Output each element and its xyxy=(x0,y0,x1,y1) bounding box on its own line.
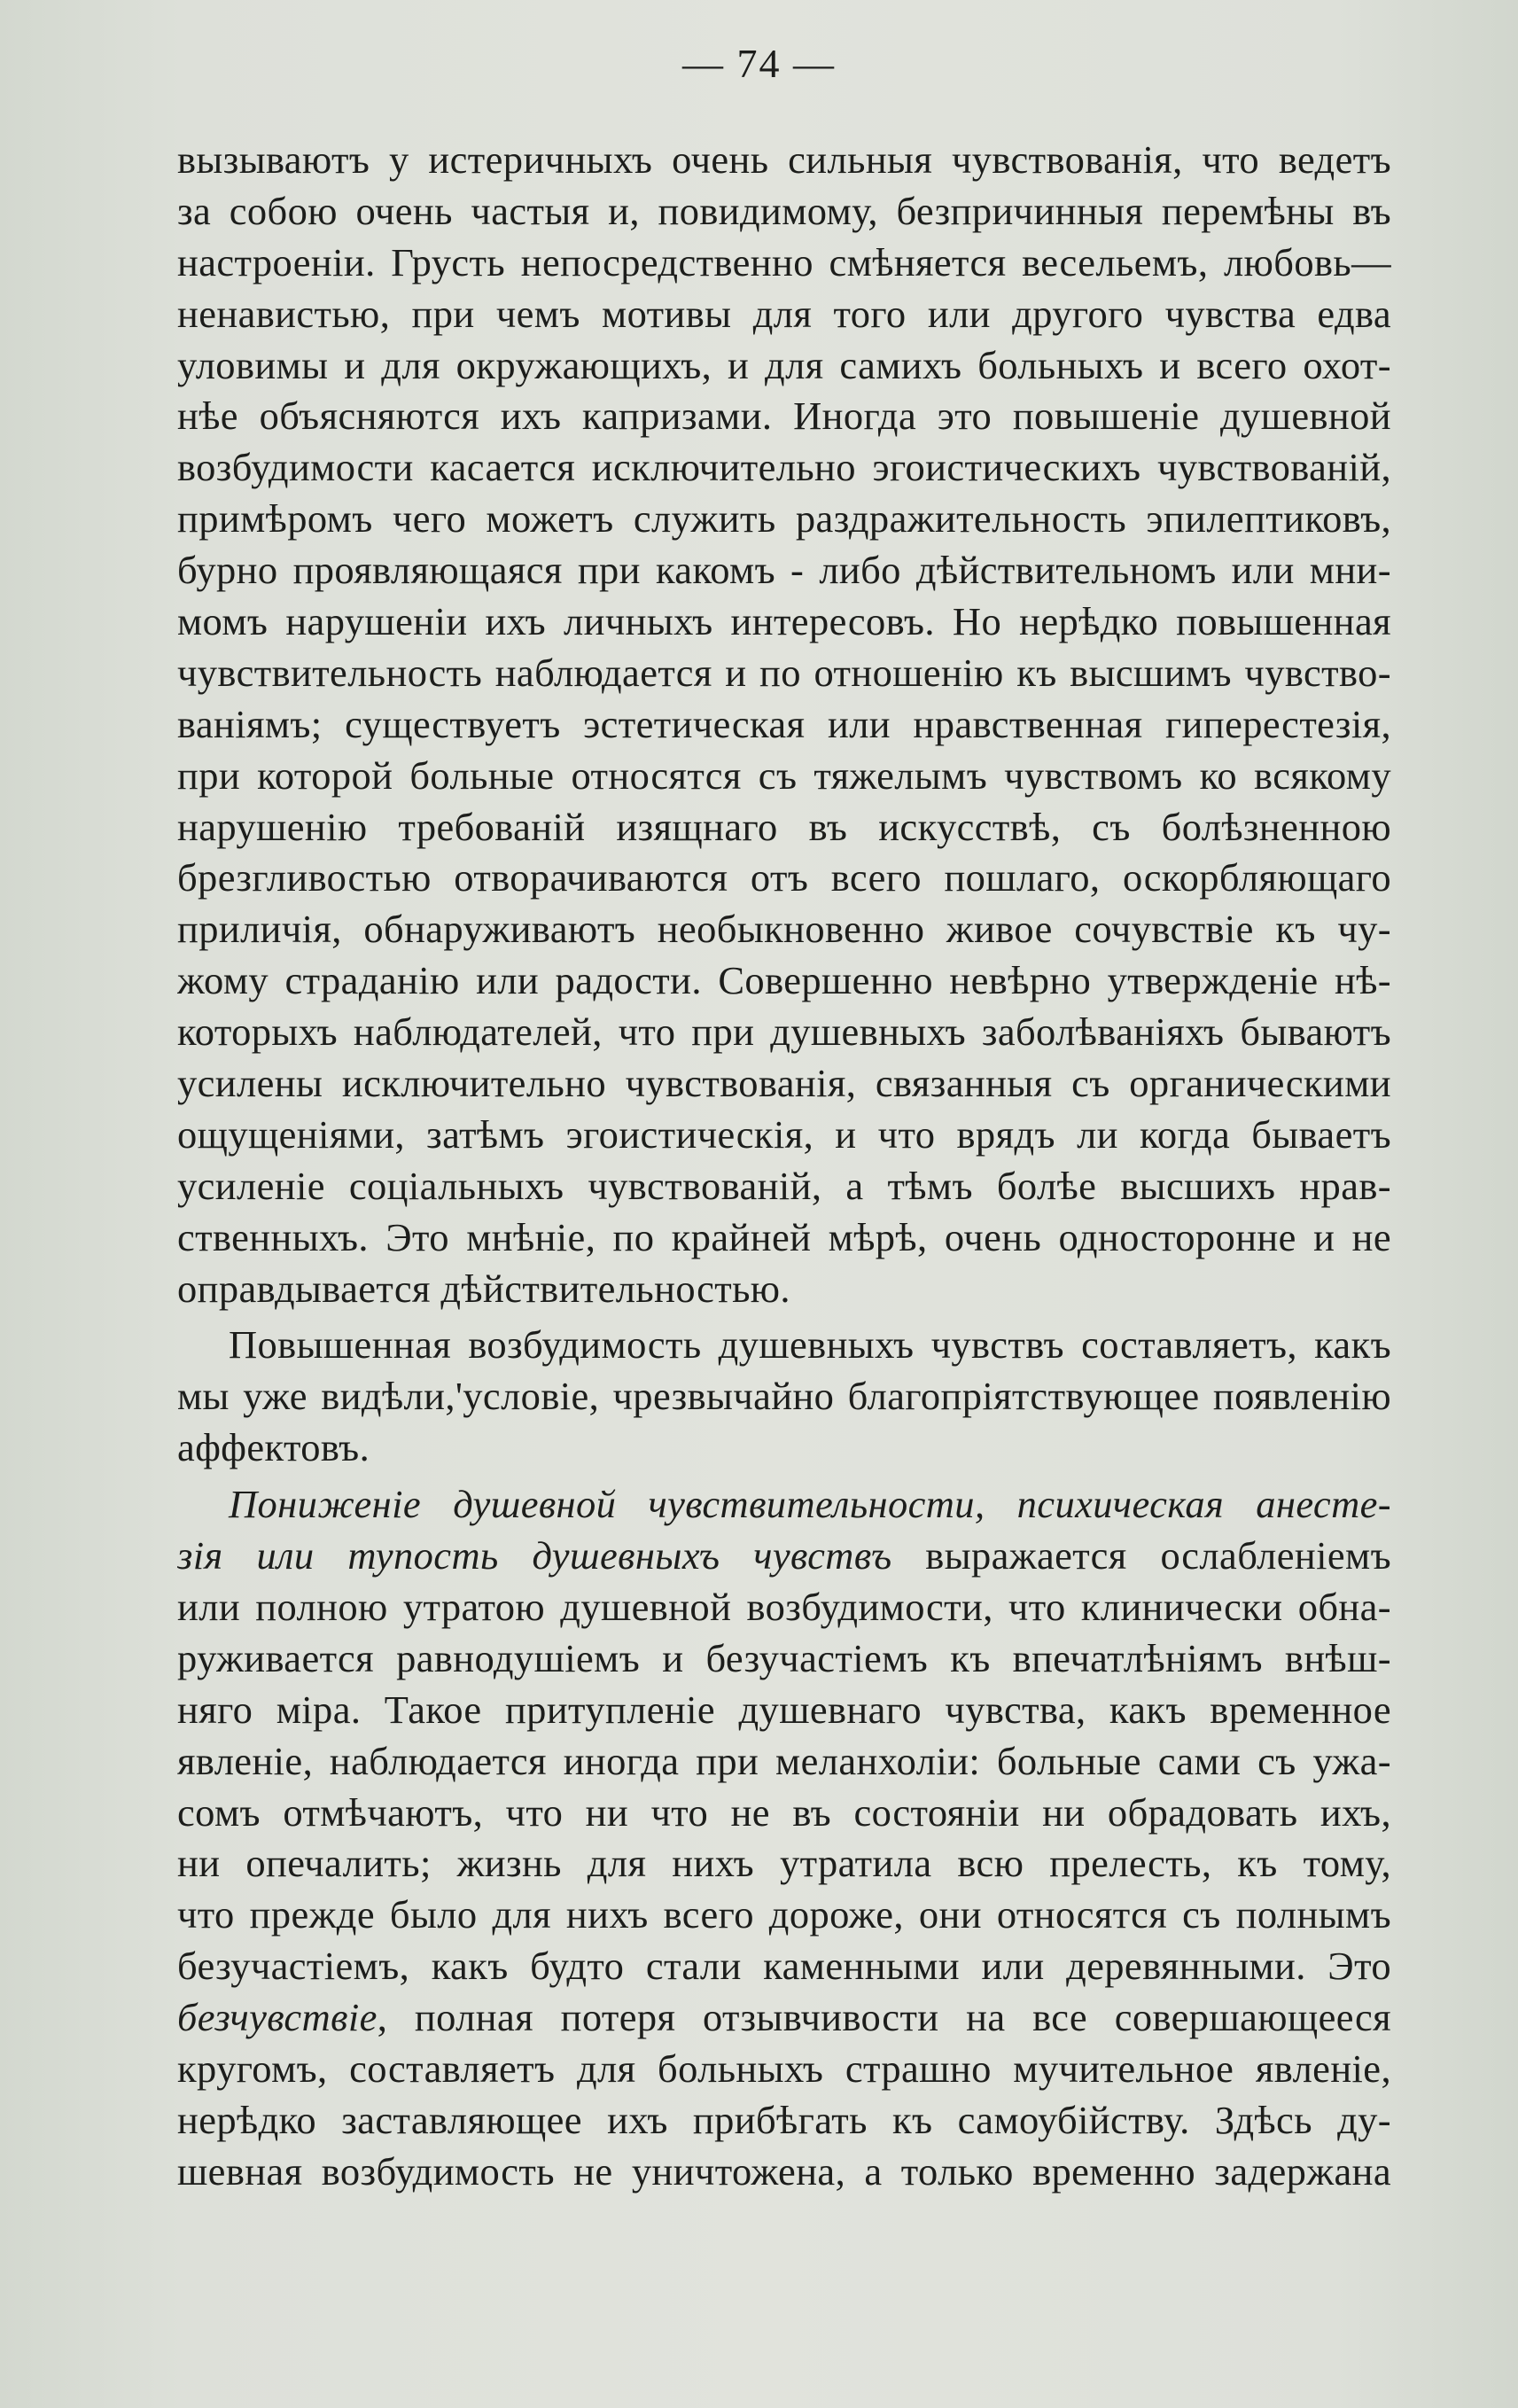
text-line: что прежде было для нихъ всего дороже, они относятся съ полнымъ xyxy=(177,1892,1391,1937)
paragraph-3 xyxy=(177,1479,1391,2197)
italic-heading-line: Пониженіе душевной чувствительности, психическая анесте- xyxy=(229,1482,1391,1527)
text-line: бурно проявляющаяся при какомъ - либо дѣйствительномъ или мни- xyxy=(177,548,1391,593)
text-line: приличія, обнаруживаютъ необыкновенно живое сочувствіе къ чу- xyxy=(177,907,1391,952)
text-line: няго міра. Такое притупленіе душевнаго чувства, какъ временное xyxy=(177,1687,1391,1732)
italic-term: безчувствіе xyxy=(177,1995,378,2040)
text-line xyxy=(177,1531,1391,1582)
text-line: усилены исключительно чувствованія, связанныя съ органическими xyxy=(177,1061,1391,1106)
page-number: — 74 — xyxy=(682,41,836,86)
text-line: ственныхъ. Это мнѣніе, по крайней мѣрѣ, очень односторонне и не xyxy=(177,1214,1391,1259)
text-line: примѣромъ чего можетъ служить раздражительность эпилептиковъ, xyxy=(177,496,1391,542)
italic-term: зія или тупость душевныхъ чувствъ xyxy=(177,1533,892,1578)
text-line: мы уже видѣли,'условіе, чрезвычайно благопріятствующее появленію xyxy=(177,1374,1391,1419)
text-line: безучастіемъ, какъ будто стали каменными или деревянными. Это xyxy=(177,1944,1391,1989)
text-line: настроеніи. Грусть непосредственно смѣняется весельемъ, любовь— xyxy=(177,239,1391,284)
text-line: оправдывается дѣйствительностью. xyxy=(177,1266,790,1311)
text-line: нарушенію требованій изящнаго въ искусствѣ, съ болѣзненною xyxy=(177,804,1391,849)
text-line: ненавистью, при чемъ мотивы для того или другого чувства едва xyxy=(177,291,1391,336)
paragraph-2 xyxy=(177,1320,1391,1474)
text-line: которыхъ наблюдателей, что при душевныхъ заболѣваніяхъ бываютъ xyxy=(177,1009,1391,1055)
text-line: брезгливостью отворачиваются отъ всего пошлаго, оскорбляющаго xyxy=(177,855,1391,900)
text-line: момъ нарушеніи ихъ личныхъ интересовъ. Но нерѣдко повышенная xyxy=(177,599,1391,644)
text-line: ощущеніями, затѣмъ эгоистическія, и что врядъ ли когда бываетъ xyxy=(177,1111,1391,1157)
text-line: жому страданію или радости. Совершенно невѣрно утвержденіе нѣ- xyxy=(177,958,1391,1003)
text-line: ни опечалить; жизнь для нихъ утратила всю прелесть, къ тому, xyxy=(177,1841,1391,1886)
body-text xyxy=(177,135,1391,2198)
text-line: ваніямъ; существуетъ эстетическая или нравственная гиперестезія, xyxy=(177,701,1391,746)
text-line: явленіе, наблюдается иногда при меланхоліи: больные сами съ ужа- xyxy=(177,1738,1391,1783)
text-line: вызываютъ у истеричныхъ очень сильныя чувствованія, что ведетъ xyxy=(177,137,1391,182)
text-fragment: выражается ослабленіемъ xyxy=(891,1533,1391,1578)
text-line: сомъ отмѣчаютъ, что ни что не въ состояніи ни обрадовать ихъ, xyxy=(177,1789,1391,1835)
text-line: аффектовъ. xyxy=(177,1425,370,1470)
text-line: руживается равнодушіемъ и безучастіемъ къ впечатлѣніямъ внѣш- xyxy=(177,1635,1391,1680)
text-line xyxy=(177,1992,1391,2044)
text-line: усиленіе соціальныхъ чувствованій, а тѣмъ болѣе высшихъ нрав- xyxy=(177,1163,1391,1208)
text-line: при которой больные относятся съ тяжелымъ чувствомъ ко всякому xyxy=(177,752,1391,798)
text-line: за собою очень частыя и, повидимому, безпричинныя перемѣны въ xyxy=(177,188,1391,233)
text-line: Повышенная возбудимость душевныхъ чувствъ составляетъ, какъ xyxy=(229,1322,1391,1368)
text-fragment: , полная потеря отзывчивости на все совершающееся xyxy=(377,1995,1391,2040)
text-line: или полною утратою душевной возбудимости, что клинически обна- xyxy=(177,1584,1391,1629)
text-line: нѣе объясняются ихъ капризами. Иногда это повышеніе душевной xyxy=(177,394,1391,439)
text-line: нерѣдко заставляющее ихъ прибѣгать къ самоубійству. Здѣсь ду- xyxy=(177,2097,1391,2142)
text-line: шевная возбудимость не уничтожена, а только временно задержана xyxy=(177,2148,1391,2194)
text-line: возбудимости касается исключительно эгоистическихъ чувствованій, xyxy=(177,445,1391,490)
text-line: чувствительность наблюдается и по отношенію къ высшимъ чувство- xyxy=(177,650,1391,695)
text-line: уловимы и для окружающихъ, и для самихъ больныхъ и всего охот- xyxy=(177,342,1391,387)
text-line: кругомъ, составляетъ для больныхъ страшно мучительное явленіе, xyxy=(177,2046,1391,2091)
paragraph-1 xyxy=(177,135,1391,1314)
